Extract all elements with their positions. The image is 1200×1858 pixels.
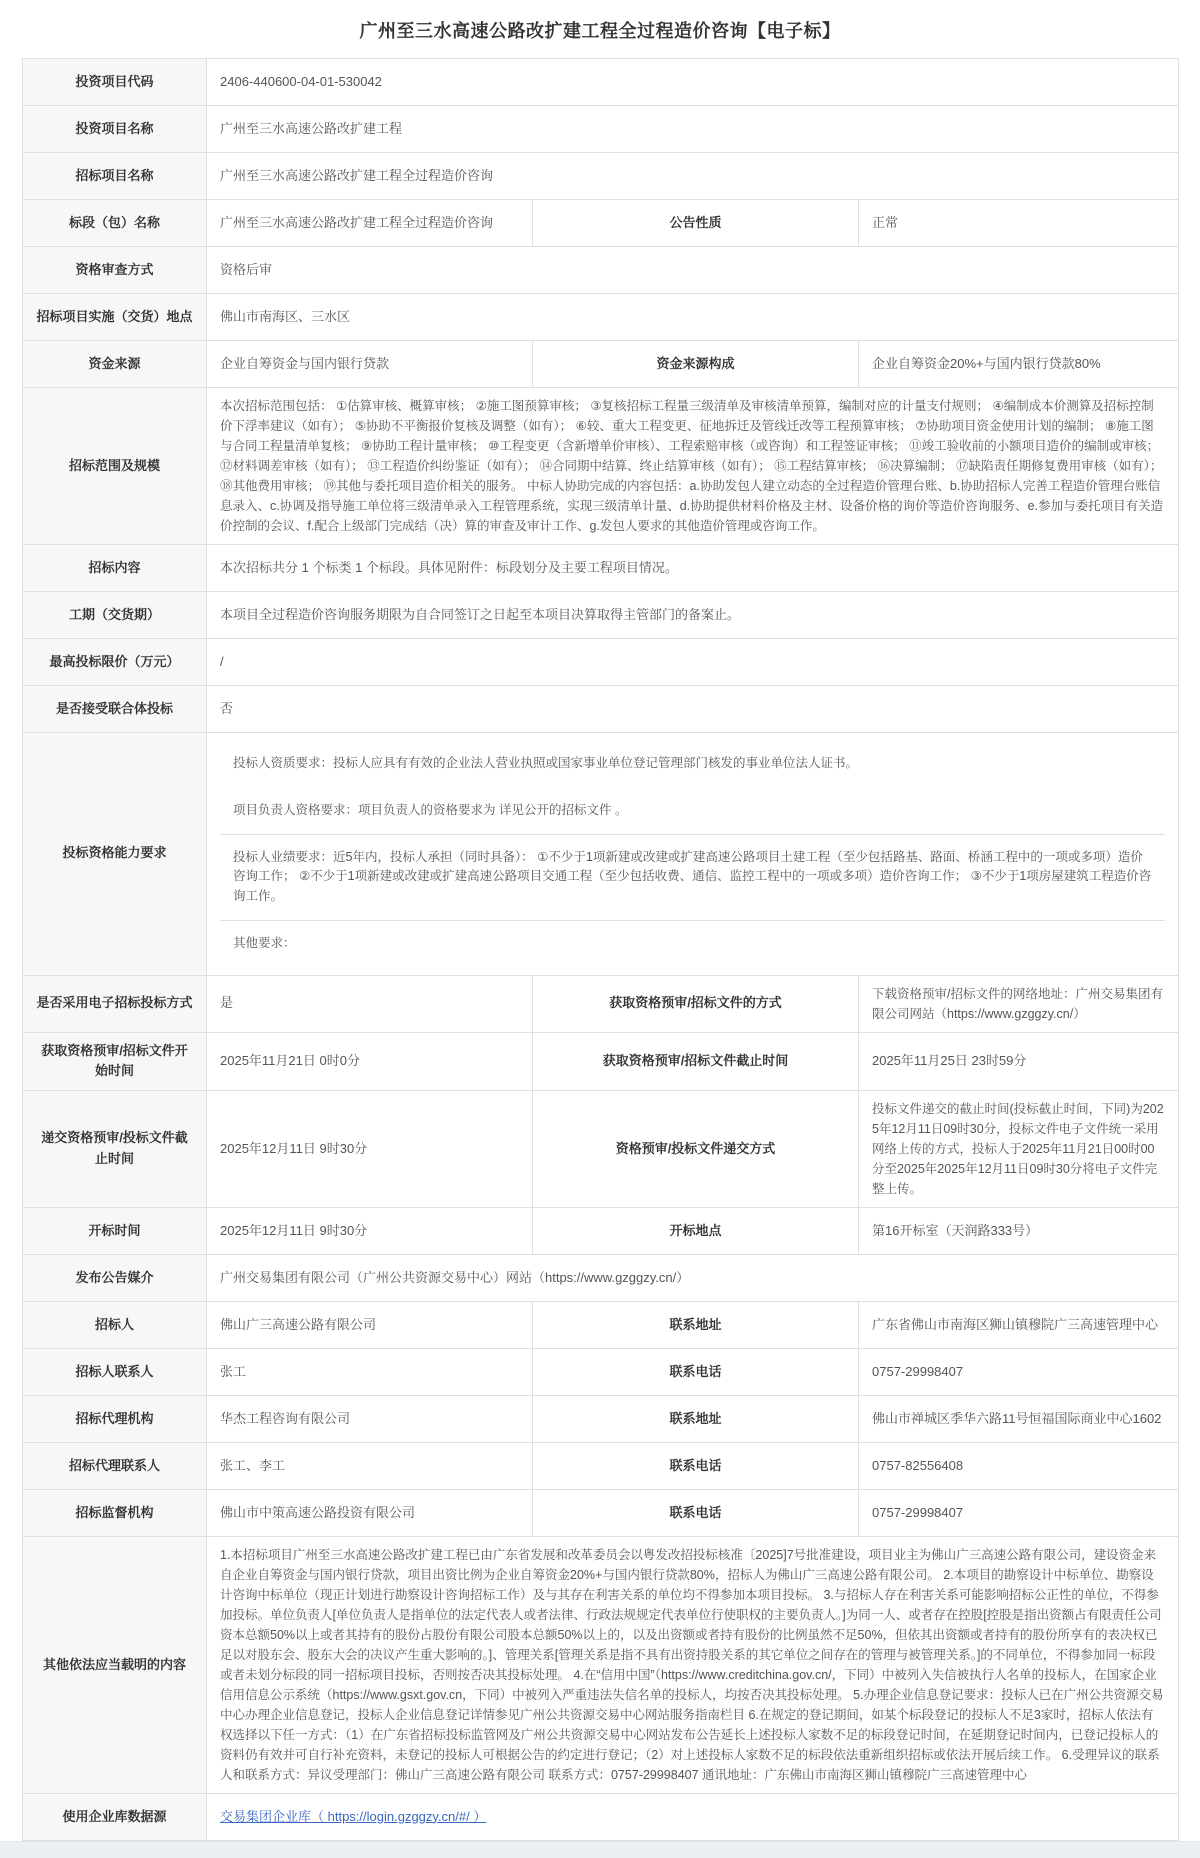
tender-notice-table [22, 58, 1179, 1841]
label-duration: 工期（交货期） [23, 592, 207, 639]
label-section-name: 标段（包）名称 [23, 200, 207, 247]
value-doc-obtain-end: 2025年11月25日 23时59分 [859, 1032, 1179, 1091]
row-bid-opening [23, 1208, 1179, 1255]
label-fund-source: 资金来源 [23, 341, 207, 388]
value-duration: 本项目全过程造价咨询服务期限为自合同签订之日起至本项目决算取得主管部门的备案止。 [207, 592, 1179, 639]
value-tenderer-phone: 0757-29998407 [859, 1349, 1179, 1396]
value-agency: 华杰工程咨询有限公司 [207, 1396, 533, 1443]
label-electronic-bidding: 是否采用电子招标投标方式 [23, 975, 207, 1032]
label-max-price: 最高投标限价（万元） [23, 639, 207, 686]
value-bid-opening-place: 第16开标室（天润路333号） [859, 1208, 1179, 1255]
value-doc-obtain-start: 2025年11月21日 0时0分 [207, 1032, 533, 1091]
row-max-price [23, 639, 1179, 686]
label-tender-project-name: 招标项目名称 [23, 153, 207, 200]
label-agency-address: 联系地址 [533, 1396, 859, 1443]
value-max-price: / [207, 639, 1179, 686]
label-tenderer: 招标人 [23, 1302, 207, 1349]
value-enterprise-db [207, 1794, 1179, 1841]
value-investment-name: 广州至三水高速公路改扩建工程 [207, 106, 1179, 153]
enterprise-db-link[interactable]: 交易集团企业库（ https://login.gzggzy.cn/#/ ） [220, 1808, 487, 1824]
label-tenderer-address: 联系地址 [533, 1302, 859, 1349]
label-investment-name: 投资项目名称 [23, 106, 207, 153]
label-bid-opening-place: 开标地点 [533, 1208, 859, 1255]
value-consortium: 否 [207, 686, 1179, 733]
row-content [23, 545, 1179, 592]
label-enterprise-db: 使用企业库数据源 [23, 1794, 207, 1841]
value-announcement-media: 广州交易集团有限公司（广州公共资源交易中心）网站（https://www.gzggzy.cn/） [207, 1255, 1179, 1302]
other-requirement: 其他要求： [220, 920, 1165, 967]
row-investment-code [23, 59, 1179, 106]
value-content: 本次招标共分 1 个标类 1 个标段。具体见附件：标段划分及主要工程项目情况。 [207, 545, 1179, 592]
row-fund-source [23, 341, 1179, 388]
label-submit-method: 资格预审/投标文件递交方式 [533, 1091, 859, 1208]
value-electronic-bidding: 是 [207, 975, 533, 1032]
value-fund-source: 企业自筹资金与国内银行贷款 [207, 341, 533, 388]
value-tenderer-address: 广东省佛山市南海区狮山镇穆院广三高速管理中心 [859, 1302, 1179, 1349]
row-agency [23, 1396, 1179, 1443]
row-announcement-media [23, 1255, 1179, 1302]
value-announcement-nature: 正常 [859, 200, 1179, 247]
row-tender-project-name [23, 153, 1179, 200]
value-scope: 本次招标范围包括： ①估算审核、概算审核； ②施工图预算审核； ③复核招标工程量三级清单及审核清单预算，编制对应的计量支付规则； ④编制成本价测算及招标控制价下浮率建议（如有）； ⑤协助不平衡报价复核及调整（如有）； ⑥较、重大工程变更、征地拆迁及管线迁改等工程预算审核； ⑦协助项目资金使用计划的编制； ⑧施工图与合同工程量清单复核； ⑨协助工程计量审核； ⑩工程变更（含新增单价审核）、工程索赔审核（或咨询）和工程签证审核； ⑪竣工验收前的小额项目造价的编制或审核； ⑫材料调差审核（如有）； ⑬工程造价纠纷鉴证（如有）； ⑭合同期中结算、终止结算审核（如有）； ⑮工程结算审核； ⑯决算编制； ⑰缺陷责任期修复费用审核（如有）； ⑱其他费用审核； ⑲其他与委托项目造价相关的服务。 中标人协助完成的内容包括：a.协助发包人建立动态的全过程造价管理台账、b.协助招标人完善工程造价管理台账信息录入、c.协调及指导施工单位将三级清单录入工程管理系统，实现三级清单计量、d.协助提供材料价格及主材、设备价格的询价等造价咨询服务、e.参加与委托项目有关造价控制的会议、f.配合上级部门完成结（决）算的审查及审计工作、g.发包人要求的其他造价管理或咨询工作。 [207, 388, 1179, 545]
value-submit-deadline: 2025年12月11日 9时30分 [207, 1091, 533, 1208]
value-qualification-ability [207, 733, 1179, 976]
label-content: 招标内容 [23, 545, 207, 592]
label-announcement-media: 发布公告媒介 [23, 1255, 207, 1302]
bidder-performance-requirement: 投标人业绩要求：近5年内，投标人承担（同时具备）： ①不少于1项新建或改建或扩建高速公路项目土建工程（至少包括路基、路面、桥涵工程中的一项或多项）造价咨询工作； ②不少于1项新建或改建或扩建高速公路项目交通工程（至少包括收费、通信、监控工程中的一项或多项）造价咨询工作； ③不少于1项房屋建筑工程造价咨询工作。 [220, 834, 1165, 920]
value-tenderer: 佛山广三高速公路有限公司 [207, 1302, 533, 1349]
value-tender-project-name: 广州至三水高速公路改扩建工程全过程造价咨询 [207, 153, 1179, 200]
row-qualification-review [23, 247, 1179, 294]
label-doc-obtain-method: 获取资格预审/招标文件的方式 [533, 975, 859, 1032]
value-tenderer-contact: 张工 [207, 1349, 533, 1396]
label-qualification-review: 资格审查方式 [23, 247, 207, 294]
value-qualification-review: 资格后审 [207, 247, 1179, 294]
label-qualification-ability: 投标资格能力要求 [23, 733, 207, 976]
footer-strip [0, 1841, 1200, 1858]
value-location: 佛山市南海区、三水区 [207, 294, 1179, 341]
label-consortium: 是否接受联合体投标 [23, 686, 207, 733]
value-investment-code: 2406-440600-04-01-530042 [207, 59, 1179, 106]
row-tenderer-contact [23, 1349, 1179, 1396]
label-scope: 招标范围及规模 [23, 388, 207, 545]
label-supervision-phone: 联系电话 [533, 1490, 859, 1537]
row-tenderer [23, 1302, 1179, 1349]
value-agency-contact: 张工、李工 [207, 1443, 533, 1490]
label-tenderer-phone: 联系电话 [533, 1349, 859, 1396]
row-scope [23, 388, 1179, 545]
value-fund-composition: 企业自筹资金20%+与国内银行贷款80% [859, 341, 1179, 388]
row-enterprise-db [23, 1794, 1179, 1841]
row-other-content [23, 1537, 1179, 1794]
row-qualification-ability [23, 733, 1179, 976]
value-supervision-phone: 0757-29998407 [859, 1490, 1179, 1537]
row-investment-name [23, 106, 1179, 153]
value-agency-phone: 0757-82556408 [859, 1443, 1179, 1490]
value-other-content: 1.本招标项目广州至三水高速公路改扩建工程已由广东省发展和改革委员会以粤发改招投标核准〔2025]7号批准建设，项目业主为佛山广三高速公路有限公司，建设资金来自企业自筹资金与国内银行贷款，项目出资比例为企业自筹资金20%+与国内银行贷款80%，招标人为佛山广三高速公路有限公司。 2.本项目的勘察设计中标单位、勘察设计咨询中标单位（现正计划进行勘察设计咨询招标工作）及与其存在利害关系的单位均不得参加本项目投标。 3.与招标人存在利害关系可能影响招标公正性的单位，不得参加投标。单位负责人[单位负责人是指单位的法定代表人或者法律、行政法规规定代表单位行使职权的主要负责人。]为同一人、或者存在控股[控股是指出资额占有限责任公司资本总额50%以上或者其持有的股份占股份有限公司股本总额50%以上的，以及出资额或者持有股份的比例虽然不足50%，但依其出资额或者持有的股份所享有的表决权已足以对股东会、股东大会的决议产生重大影响的。]、管理关系[管理关系是指不具有出资持股关系的其它单位之间存在的管理与被管理关系。]的不同单位，不得参加同一标段或者未划分标段的同一招标项目投标，否则按否决其投标处理。 4.在“信用中国”（https://www.creditchina.gov.cn/，下同）中被列入失信被执行人名单的投标人，在国家企业信用信息公示系统（https://www.gsxt.gov.cn，下同）中被列入严重违法失信名单的投标人，均按否决其投标处理。 5.办理企业信息登记要求：投标人已在广州公共资源交易中心办理企业信息登记，投标人企业信息登记详情参见广州公共资源交易中心网站服务指南栏目 6.在规定的登记期间，如某个标段登记的投标人不足3家时，招标人依法有权选择以下任一方式：（1）在广东省招标投标监管网及广州公共资源交易中心网站发布公告延长上述投标人家数不足的标段登记时间，在延期登记时间内，已登记投标人的资料仍有效并可自行补充资料，未登记的投标人可根据公告的约定进行登记；（2）对上述投标人家数不足的标段依法重新组织招标或依法开展后续工作。 6.受理异议的联系人和联系方式：异议受理部门：佛山广三高速公路有限公司 联系方式：0757-29998407 通讯地址：广东佛山市南海区狮山镇穆院广三高速管理中心 [207, 1537, 1179, 1794]
label-fund-composition: 资金来源构成 [533, 341, 859, 388]
row-doc-obtain-time [23, 1032, 1179, 1091]
bidder-qualification-requirement: 投标人资质要求：投标人应具有有效的企业法人营业执照或国家事业单位登记管理部门核发的事业单位法人证书。 [233, 756, 859, 770]
label-agency-contact: 招标代理联系人 [23, 1443, 207, 1490]
row-location [23, 294, 1179, 341]
value-agency-address: 佛山市禅城区季华六路11号恒福国际商业中心1602 [859, 1396, 1179, 1443]
label-location: 招标项目实施（交货）地点 [23, 294, 207, 341]
label-other-content: 其他依法应当载明的内容 [23, 1537, 207, 1794]
row-submit-deadline [23, 1091, 1179, 1208]
row-electronic-bidding [23, 975, 1179, 1032]
label-tenderer-contact: 招标人联系人 [23, 1349, 207, 1396]
row-section-name [23, 200, 1179, 247]
label-agency-phone: 联系电话 [533, 1443, 859, 1490]
row-consortium [23, 686, 1179, 733]
label-supervision: 招标监督机构 [23, 1490, 207, 1537]
value-supervision: 佛山市中策高速公路投资有限公司 [207, 1490, 533, 1537]
label-announcement-nature: 公告性质 [533, 200, 859, 247]
project-leader-requirement: 项目负责人资格要求：项目负责人的资格要求为 详见公开的招标文件 。 [233, 802, 628, 817]
page-title: 广州至三水高速公路改扩建工程全过程造价咨询【电子标】 [359, 21, 841, 41]
value-bid-opening-time: 2025年12月11日 9时30分 [207, 1208, 533, 1255]
label-doc-obtain-end: 获取资格预审/招标文件截止时间 [533, 1032, 859, 1091]
label-bid-opening-time: 开标时间 [23, 1208, 207, 1255]
row-agency-contact [23, 1443, 1179, 1490]
row-duration [23, 592, 1179, 639]
row-supervision [23, 1490, 1179, 1537]
label-submit-deadline: 递交资格预审/投标文件截止时间 [23, 1091, 207, 1208]
label-agency: 招标代理机构 [23, 1396, 207, 1443]
value-section-name: 广州至三水高速公路改扩建工程全过程造价咨询 [207, 200, 533, 247]
value-doc-obtain-method: 下载资格预审/招标文件的网络地址：广州交易集团有限公司网站（https://www.gzggzy.cn/） [859, 975, 1179, 1032]
sub-qualification-and-leader [220, 741, 1165, 834]
label-investment-code: 投资项目代码 [23, 59, 207, 106]
label-doc-obtain-start: 获取资格预审/招标文件开始时间 [23, 1032, 207, 1091]
value-submit-method: 投标文件递交的截止时间(投标截止时间，下同)为2025年12月11日09时30分，投标文件电子文件统一采用网络上传的方式，投标人于2025年11月21日00时00分至2025年2025年12月11日09时30分将电子文件完整上传。 [859, 1091, 1179, 1208]
